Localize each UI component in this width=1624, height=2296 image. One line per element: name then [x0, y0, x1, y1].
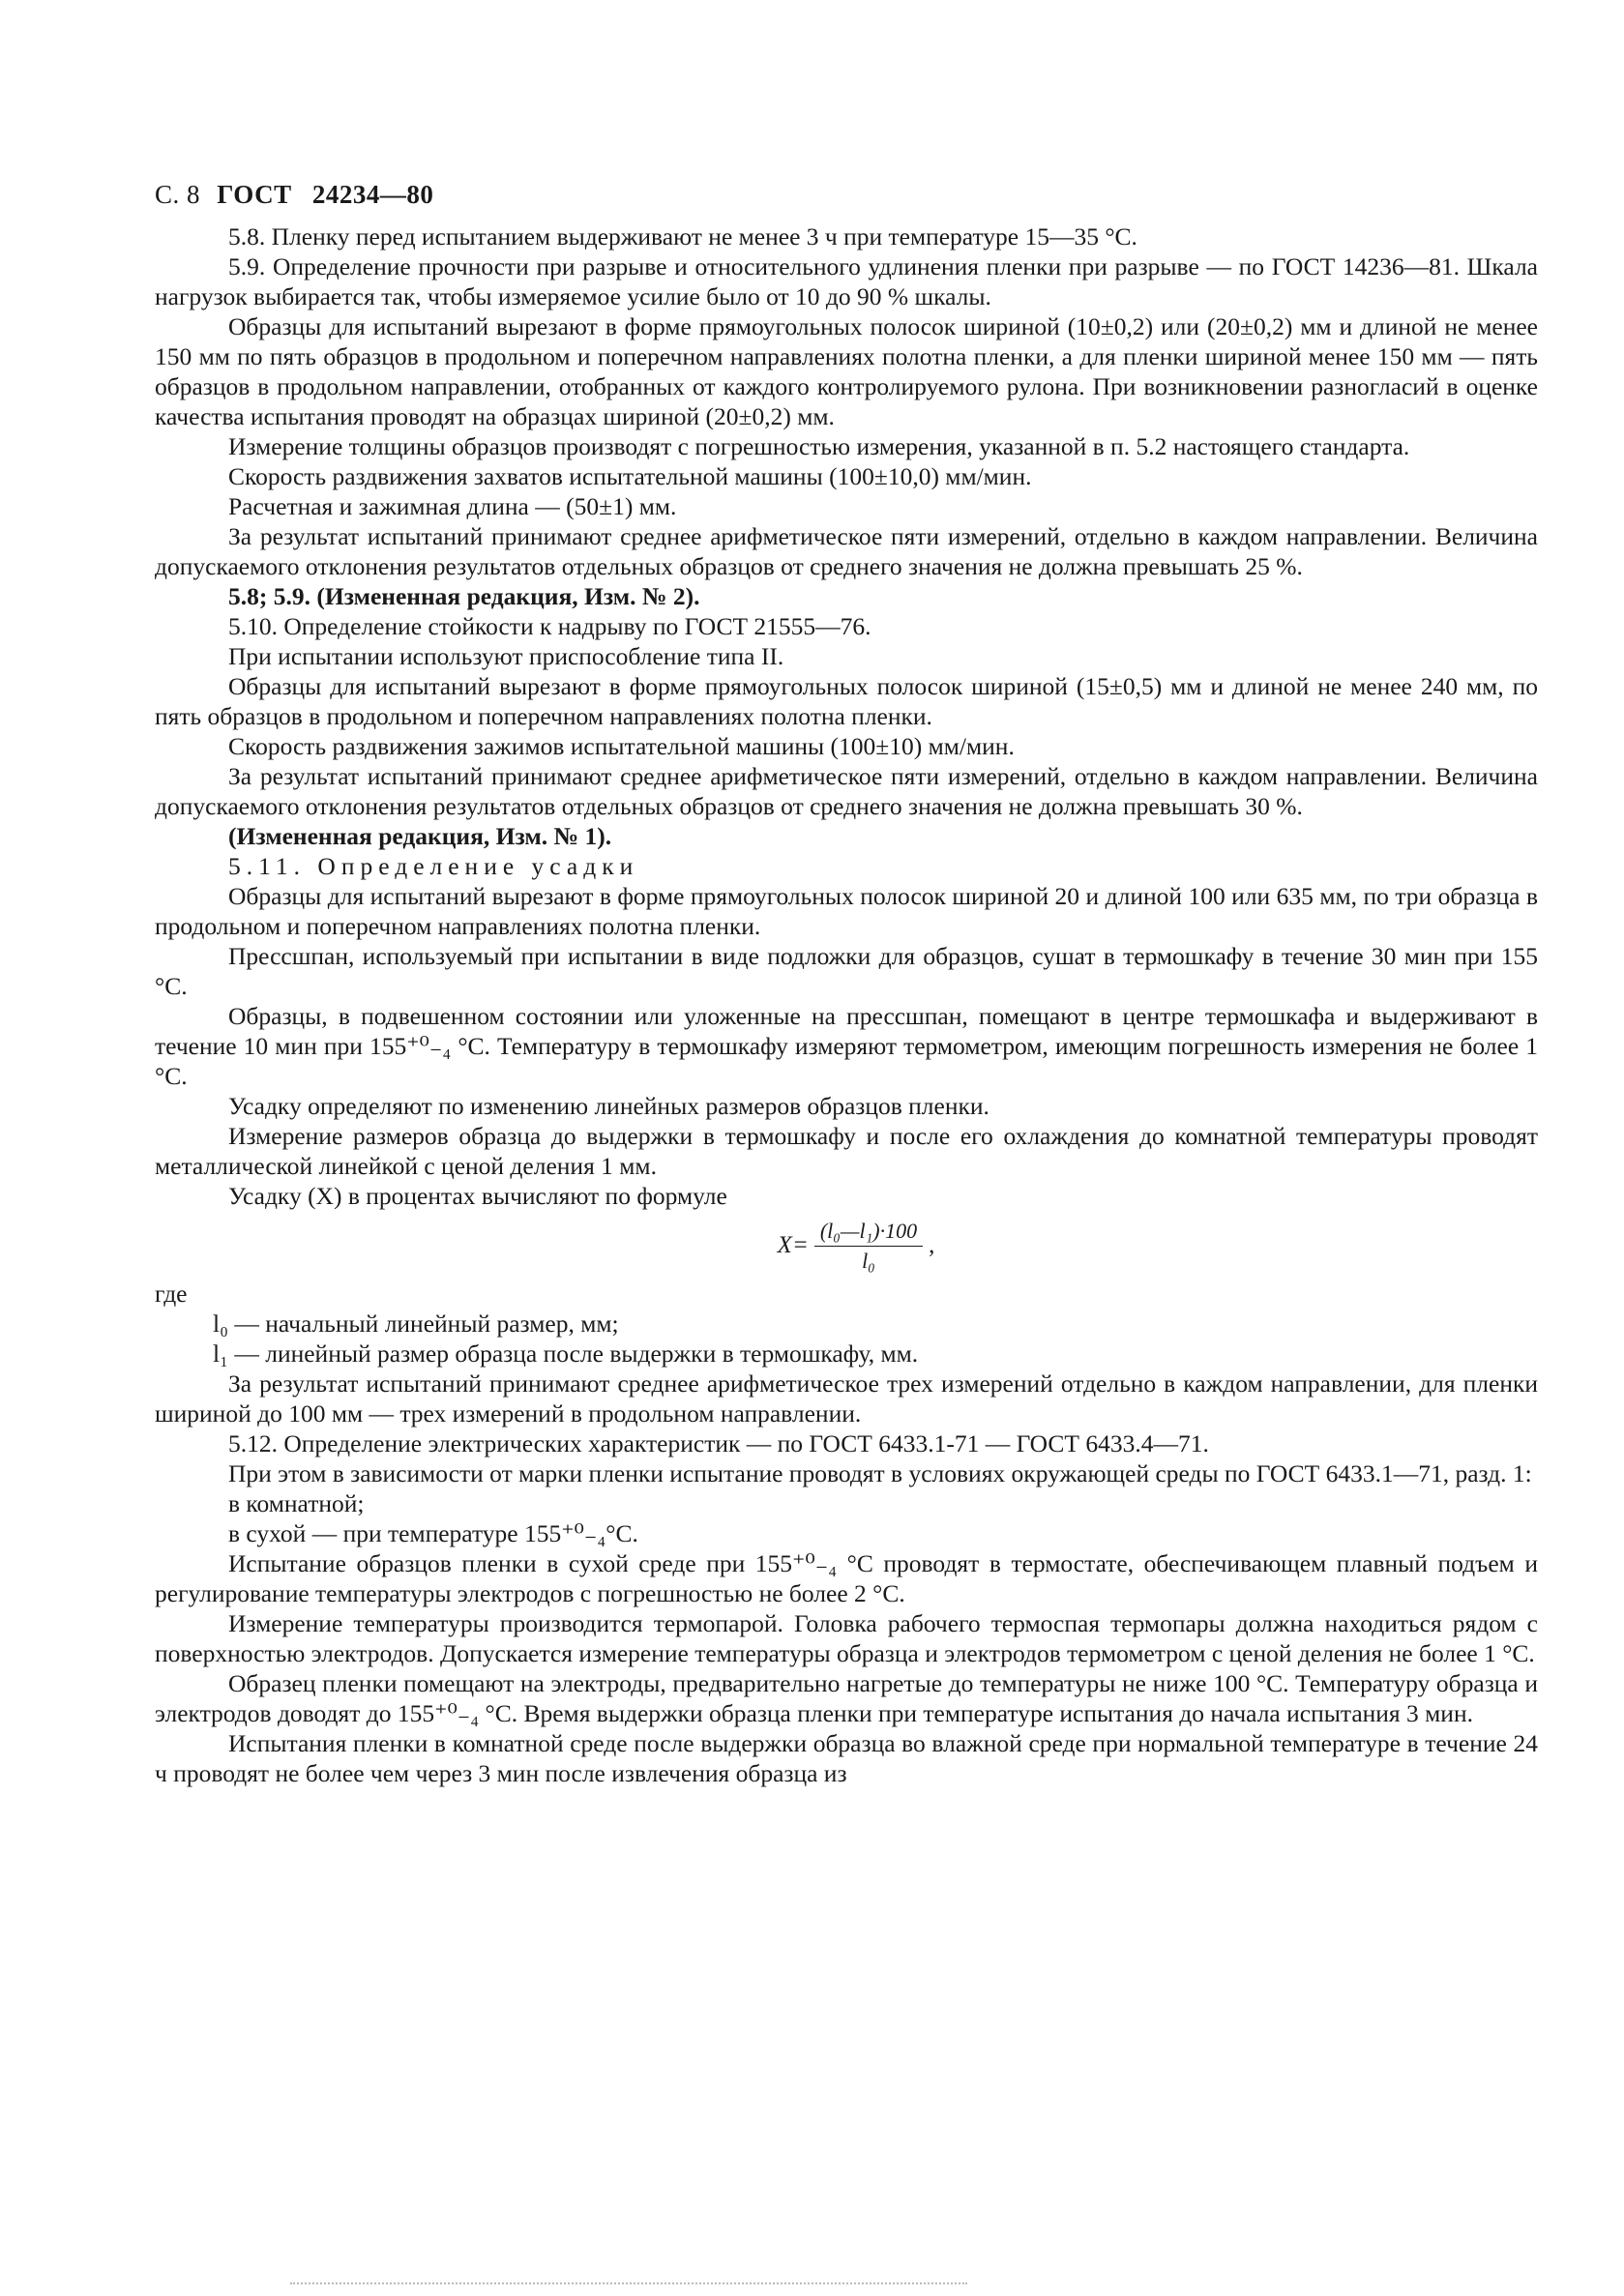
formula-denominator: l₀	[862, 1248, 875, 1273]
paragraph: За результат испытаний принимают среднее арифметическое трех измерений отдельно в каждом направлении, для пленки шириной до 100 мм — трех измерений в продольном направлении.	[155, 1369, 1538, 1428]
document-page	[155, 180, 1538, 1788]
paragraph: Образцы для испытаний вырезают в форме прямоугольных полосок шириной 20 и длиной 100 или 635 мм, по три образца в продольном и поперечном направлениях полотна пленки.	[155, 882, 1538, 940]
paragraph: Усадку определяют по изменению линейных размеров образцов пленки.	[228, 1092, 989, 1120]
paragraph: Расчетная и зажимная длина — (50±1) мм.	[228, 492, 677, 520]
list-item: в сухой — при температуре 155⁺⁰₋₄°С.	[228, 1519, 638, 1547]
paragraph: Измерение толщины образцов производят с погрешностью измерения, указанной в п. 5.2 настоящего стандарта.	[228, 432, 1410, 460]
formula-comma: ,	[929, 1232, 935, 1258]
standard-label: ГОСТ	[217, 180, 292, 209]
paragraph: За результат испытаний принимают среднее арифметическое пяти измерений, отдельно в каждом направлении. Величина допускаемого отклонения результатов отдельных образцов от среднего значения не должна превышать 30 %.	[155, 762, 1538, 820]
formula-fraction	[814, 1219, 923, 1274]
paragraph: При испытании используют приспособление типа II.	[228, 642, 784, 670]
shrinkage-formula	[696, 1215, 1016, 1277]
page-number: С. 8	[155, 180, 201, 209]
standard-number: 24234—80	[311, 180, 434, 209]
where-label: где	[155, 1280, 188, 1308]
amendment-note: 5.8; 5.9. (Измененная редакция, Изм. № 2).	[228, 582, 700, 610]
formula-lhs: X=	[777, 1232, 809, 1258]
paragraph: При этом в зависимости от марки пленки испытание проводят в условиях окружающей среды по ГОСТ 6433.1—71, разд. 1:	[228, 1459, 1532, 1487]
page-header	[155, 180, 1538, 210]
paragraph: Образец пленки помещают на электроды, предварительно нагретые до температуры не ниже 100 °С. Температуру образца и электродов доводят до 155⁺⁰₋₄ °С. Время выдержки образца пленки при температуре испытания до начала испытания 3 мин.	[155, 1669, 1538, 1727]
paragraph: Скорость раздвижения захватов испытательной машины (100±10,0) мм/мин.	[228, 462, 1032, 490]
scan-artifact	[290, 2282, 967, 2290]
section-heading-5-10: 5.10. Определение стойкости к надрыву по ГОСТ 21555—76.	[228, 612, 871, 640]
paragraph-5-8: 5.8. Пленку перед испытанием выдерживают не менее 3 ч при температуре 15—35 °С.	[228, 222, 1137, 250]
paragraph: Образцы, в подвешенном состоянии или уложенные на прессшпан, помещают в центре термошкафа и выдерживают в течение 10 мин при 155⁺⁰₋₄ °С. Температуру в термошкафу измеряют термометром, имеющим погрешность измерения не более 1 °С.	[155, 1002, 1538, 1090]
definition-l0: l₀ — начальный линейный размер, мм;	[213, 1310, 619, 1338]
paragraph: За результат испытаний принимают среднее арифметическое пяти измерений, отдельно в каждом направлении. Величина допускаемого отклонения результатов отдельных образцов от среднего значения не должна превышать 25 %.	[155, 522, 1538, 580]
list-item: в комнатной;	[228, 1489, 365, 1517]
paragraph-5-9: 5.9. Определение прочности при разрыве и относительного удлинения пленки при разрыве — по ГОСТ 14236—81. Шкала нагрузок выбирается так, чтобы измеряемое усилие было от 10 до 90 % шкалы.	[155, 252, 1538, 310]
section-heading-5-12: 5.12. Определение электрических характеристик — по ГОСТ 6433.1-71 — ГОСТ 6433.4—71.	[228, 1429, 1209, 1457]
paragraph: Прессшпан, используемый при испытании в виде подложки для образцов, сушат в термошкафу в течение 30 мин при 155 °С.	[155, 942, 1538, 1000]
paragraph: Усадку (X) в процентах вычисляют по формуле	[228, 1182, 727, 1210]
paragraph: Скорость раздвижения зажимов испытательной машины (100±10) мм/мин.	[228, 732, 1015, 760]
paragraph: Измерение размеров образца до выдержки в термошкафу и после его охлаждения до комнатной температуры проводят металлической линейкой с ценой деления 1 мм.	[155, 1122, 1538, 1180]
definition-l1: l₁ — линейный размер образца после выдержки в термошкафу, мм.	[213, 1339, 919, 1368]
formula-numerator: (l₀—l₁)·100	[814, 1219, 923, 1247]
paragraph: Образцы для испытаний вырезают в форме прямоугольных полосок шириной (15±0,5) мм и длиной не менее 240 мм, по пять образцов в продольном и поперечном направлениях полотна пленки.	[155, 672, 1538, 730]
section-heading-5-11: 5.11. Определение усадки	[228, 852, 639, 880]
paragraph: Испытания пленки в комнатной среде после выдержки образца во влажной среде при нормальной температуре в течение 24 ч проводят не более чем через 3 мин после извлечения образца из	[155, 1729, 1538, 1787]
paragraph: Испытание образцов пленки в сухой среде при 155⁺⁰₋₄ °С проводят в термостате, обеспечивающем плавный подъем и регулирование температуры электродов с погрешностью не более 2 °С.	[155, 1549, 1538, 1607]
paragraph: Измерение температуры производится термопарой. Головка рабочего термоспая термопары должна находиться рядом с поверхностью электродов. Допускается измерение температуры образца и электродов термометром с ценой деления не более 1 °С.	[155, 1609, 1538, 1667]
amendment-note: (Измененная редакция, Изм. № 1).	[228, 822, 612, 850]
paragraph: Образцы для испытаний вырезают в форме прямоугольных полосок шириной (10±0,2) или (20±0,2) мм и длиной не менее 150 мм по пять образцов в продольном и поперечном направлениях полотна пленки, а для пленки шириной менее 150 мм — пять образцов в продольном направлении, отобранных от каждого контролируемого рулона. При возникновении разногласий в оценке качества испытания проводят на образцах шириной (20±0,2) мм.	[155, 312, 1538, 430]
